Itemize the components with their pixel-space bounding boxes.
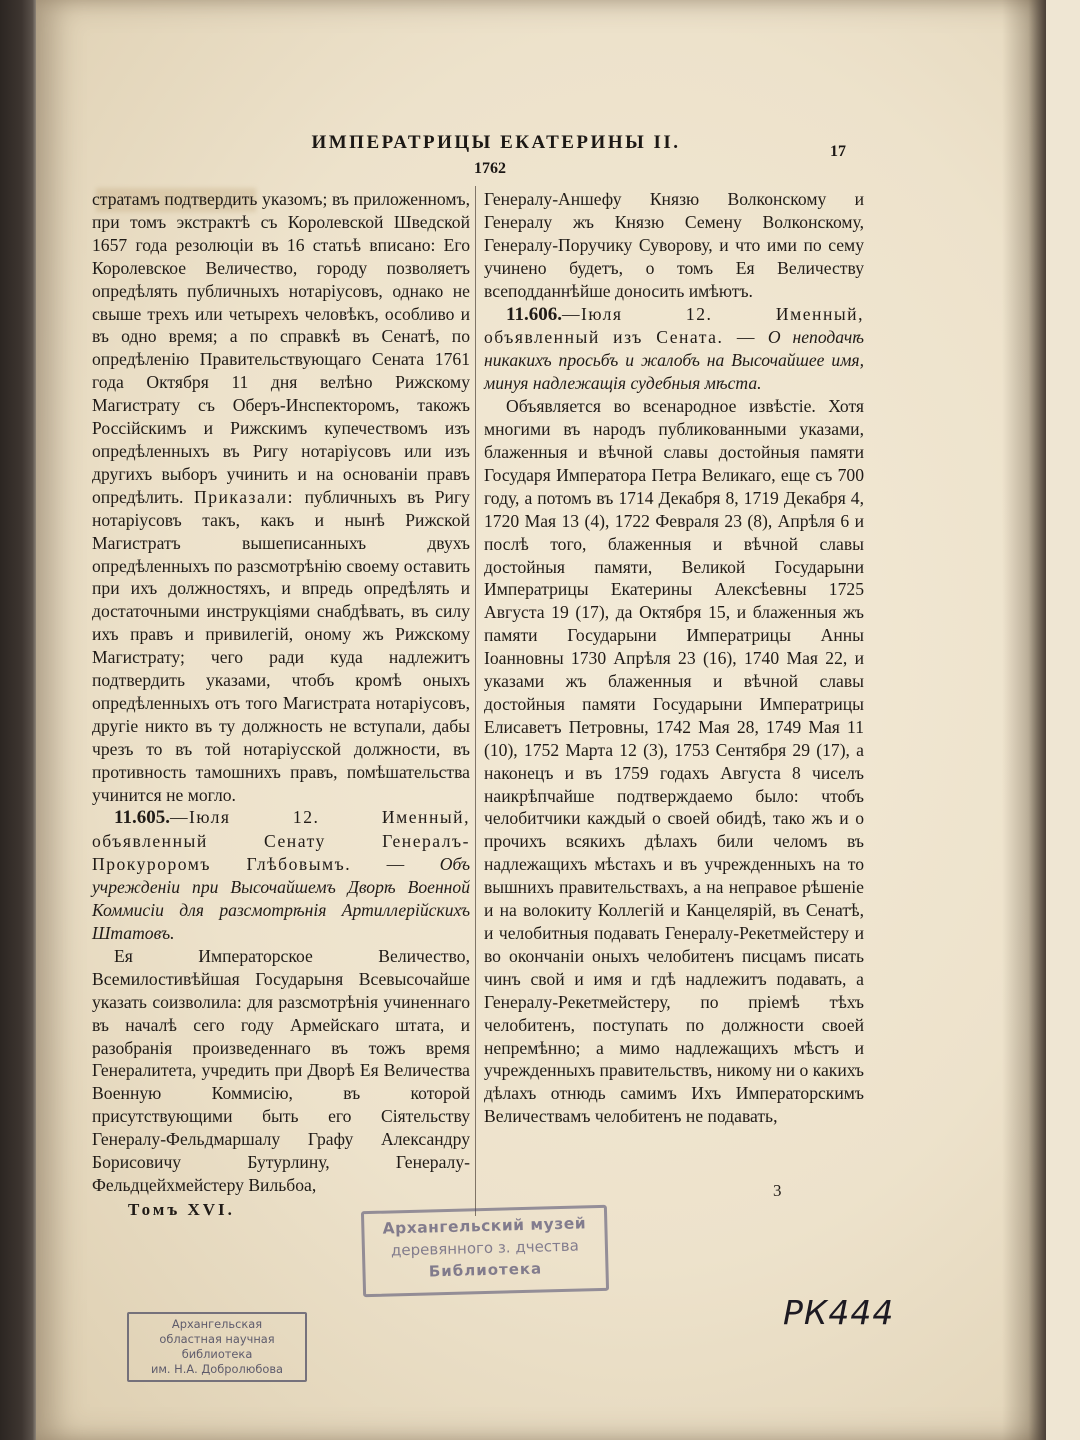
- entry-header: [92, 806, 470, 944]
- stamp-line: библиотека: [181, 1347, 253, 1361]
- stamp-line: Архангельская: [171, 1317, 263, 1331]
- stamp-line: деревянного з. дчества: [390, 1236, 580, 1260]
- museum-stamp: [361, 1205, 609, 1297]
- running-head: ИМПЕРАТРИЦЫ ЕКАТЕРИНЫ II.: [311, 132, 681, 153]
- paragraph-text: публичныхъ въ Ригу нотаріусовъ такъ, какъ и нынѣ Рижской Магистратъ вышеписанныхъ двухъ опредѣленныхъ по разсмотрѣнію своему оставить при ихъ должностяхъ, и впредь опредѣлять и достаточными инструкціями снабдѣвать, въ силу ихъ правъ и привилегій, оному жъ Рижскому Магистрату; чего ради куда надлежитъ подтвердить указами, чтобъ кромѣ оныхъ опредѣленныхъ отъ того Магистрата нотаріусовъ, другіе никто въ ту должность не вступали, дабы чрезъ то въ той нотаріусской должности, въ противность тамошнихъ правъ, помѣшательства учинится не могло.: [92, 486, 470, 805]
- page-edge-shadow: [1002, 0, 1046, 1440]
- stamp-line: им. Н.А. Добролюбова: [150, 1362, 284, 1376]
- gathering-signature: 3: [773, 1181, 782, 1200]
- paragraph-text: стратамъ подтвердить указомъ; въ приложенномъ, при томъ экстрактѣ съ Королевской Шведской 1657 года резолюціи въ 16 статьѣ вписано: Его Королевское Величество, городу позволяетъ опредѣлять публичныхъ нотаріусовъ, однако не свыше трехъ или четырехъ человѣкъ, особливо и въ одно время; а по справкѣ въ Сенатѣ, по опредѣленію Правительствующаго Сената 1761 года Октября 11 дня велѣно Рижскому Магистрату съ Оберъ-Инспекторомъ, такожъ Россійскимъ и Рижскимъ купечествомъ изъ опредѣленныхъ въ Ригу нотаріусовъ или изъ другихъ выборъ учинить и на основаніи правъ опредѣлить.: [92, 189, 470, 507]
- entry-title: Объ учрежденіи при Высочайшемъ Дворѣ Военной Коммисіи для разсмотрѣнія Артиллерійскихъ Штатовъ.: [92, 854, 470, 943]
- stamp-line: областная научная: [159, 1332, 275, 1346]
- entry-number: 11.606.: [506, 303, 562, 325]
- stamp-line: Библиотека: [428, 1259, 543, 1281]
- page-number: 17: [830, 143, 846, 160]
- entry-title: О неподачѣ никакихъ просьбъ и жалобъ на Высочайшее имя, минуя надлежащія судебныя мѣста.: [484, 327, 864, 394]
- entry-header: [484, 303, 864, 396]
- volume-signature: Томъ XVI.: [128, 1200, 235, 1219]
- paragraph: [92, 188, 470, 806]
- entry-number: 11.605.: [114, 807, 170, 829]
- right-column: [484, 188, 864, 1128]
- decision-keyword: Приказали:: [194, 486, 295, 507]
- stamp-line: Архангельский музей: [382, 1214, 587, 1238]
- entry-heading: —Іюля 12. Именный, объявленный изъ Сената. —: [484, 303, 864, 348]
- column-rule: [475, 186, 476, 1216]
- left-column: [92, 188, 470, 1197]
- handwritten-shelfmark: РК444: [783, 1293, 895, 1332]
- paragraph: Объявляется во всенародное извѣстіе. Хотя многими въ народъ публикованными указами, блаженныя и вѣчной славы достойныя памяти Государя Императора Петра Великаго, еще съ 700 году, а потомъ въ 1714 Декабря 8, 1719 Декабря 4, 1720 Мая 13 (4), 1722 Февраля 23 (8), Апрѣля 6 и послѣ того, блаженныя и вѣчной славы достойныя памяти, Великой Государыни Императрицы Екатерины Алексѣевны 1725 Августа 19 (17), да Октября 15, и блаженныя жъ памяти Государыни Императрицы Анны Іоанновны 1730 Апрѣля 23 (16), 1740 Мая 22, и указами жъ блаженныя и вѣчной славы достойныя памяти Государыни Императрицы Елисаветъ Петровны, 1742 Мая 28, 1749 Мая 11 (10), 1752 Марта 12 (3), 1753 Сентября 29 (17), а наконецъ и въ 1759 годахъ Августа 8 чиселъ наикрѣпчайше подтверждаемо было: чтобъ челобитчики каждый о своей обидѣ, тако жъ и о прочихъ всякихъ дѣлахъ били челомъ въ надлежащихъ мѣстахъ и въ учрежденныхъ на то вышнихъ правительствахъ, а на неправое рѣшеніе и на волокиту Коллегій и Канцелярій, въ Сенатѣ, и челобитныя подавать Генералу-Рекетмейстеру и во окончаніи оныхъ челобитенъ писцамъ писать чинъ свой и имя и гдѣ надлежитъ подавать, а Генералу-Рекетмейстеру, по пріемѣ тѣхъ челобитенъ, поступать по должности своей непремѣнно; а мимо надлежащихъ мѣстъ и учрежденныхъ правительствъ, никому ни о какихъ дѣлахъ отнюдь самимъ Ихъ Императорскимъ Величествамъ челобитенъ не подавать,: [484, 396, 864, 1127]
- library-stamp: [127, 1312, 307, 1382]
- entry-heading: —Іюля 12. Именный, объявленный Сенату Генералъ-Прокуроромъ Глѣбовымъ. —: [92, 807, 470, 875]
- year-heading: 1762: [474, 160, 506, 177]
- paragraph: Ея Императорское Величество, Всемилостивѣйшая Государыня Всевысочайше указать соизволила: для разсмотрѣнія учиненнаго въ началѣ сего году Армейскаго штата, и разобранія произведеннаго въ тожъ время Генералитета, учредить при Дворѣ Ея Величества Военную Коммисію, въ которой присутствующими быть его Сіятельству Генералу-Фельдмаршалу Графу Александру Борисовичу Бутурлину, Генералу-Фельдцейхмейстеру Вильбоа,: [92, 945, 470, 1195]
- paragraph: Генералу-Аншефу Князю Волконскому и Генералу жъ Князю Семену Волконскому, Генералу-Поручику Суворову, и что ими по сему учинено будетъ, о томъ Ея Величеству всеподданнѣйше доносить имѣютъ.: [484, 189, 864, 301]
